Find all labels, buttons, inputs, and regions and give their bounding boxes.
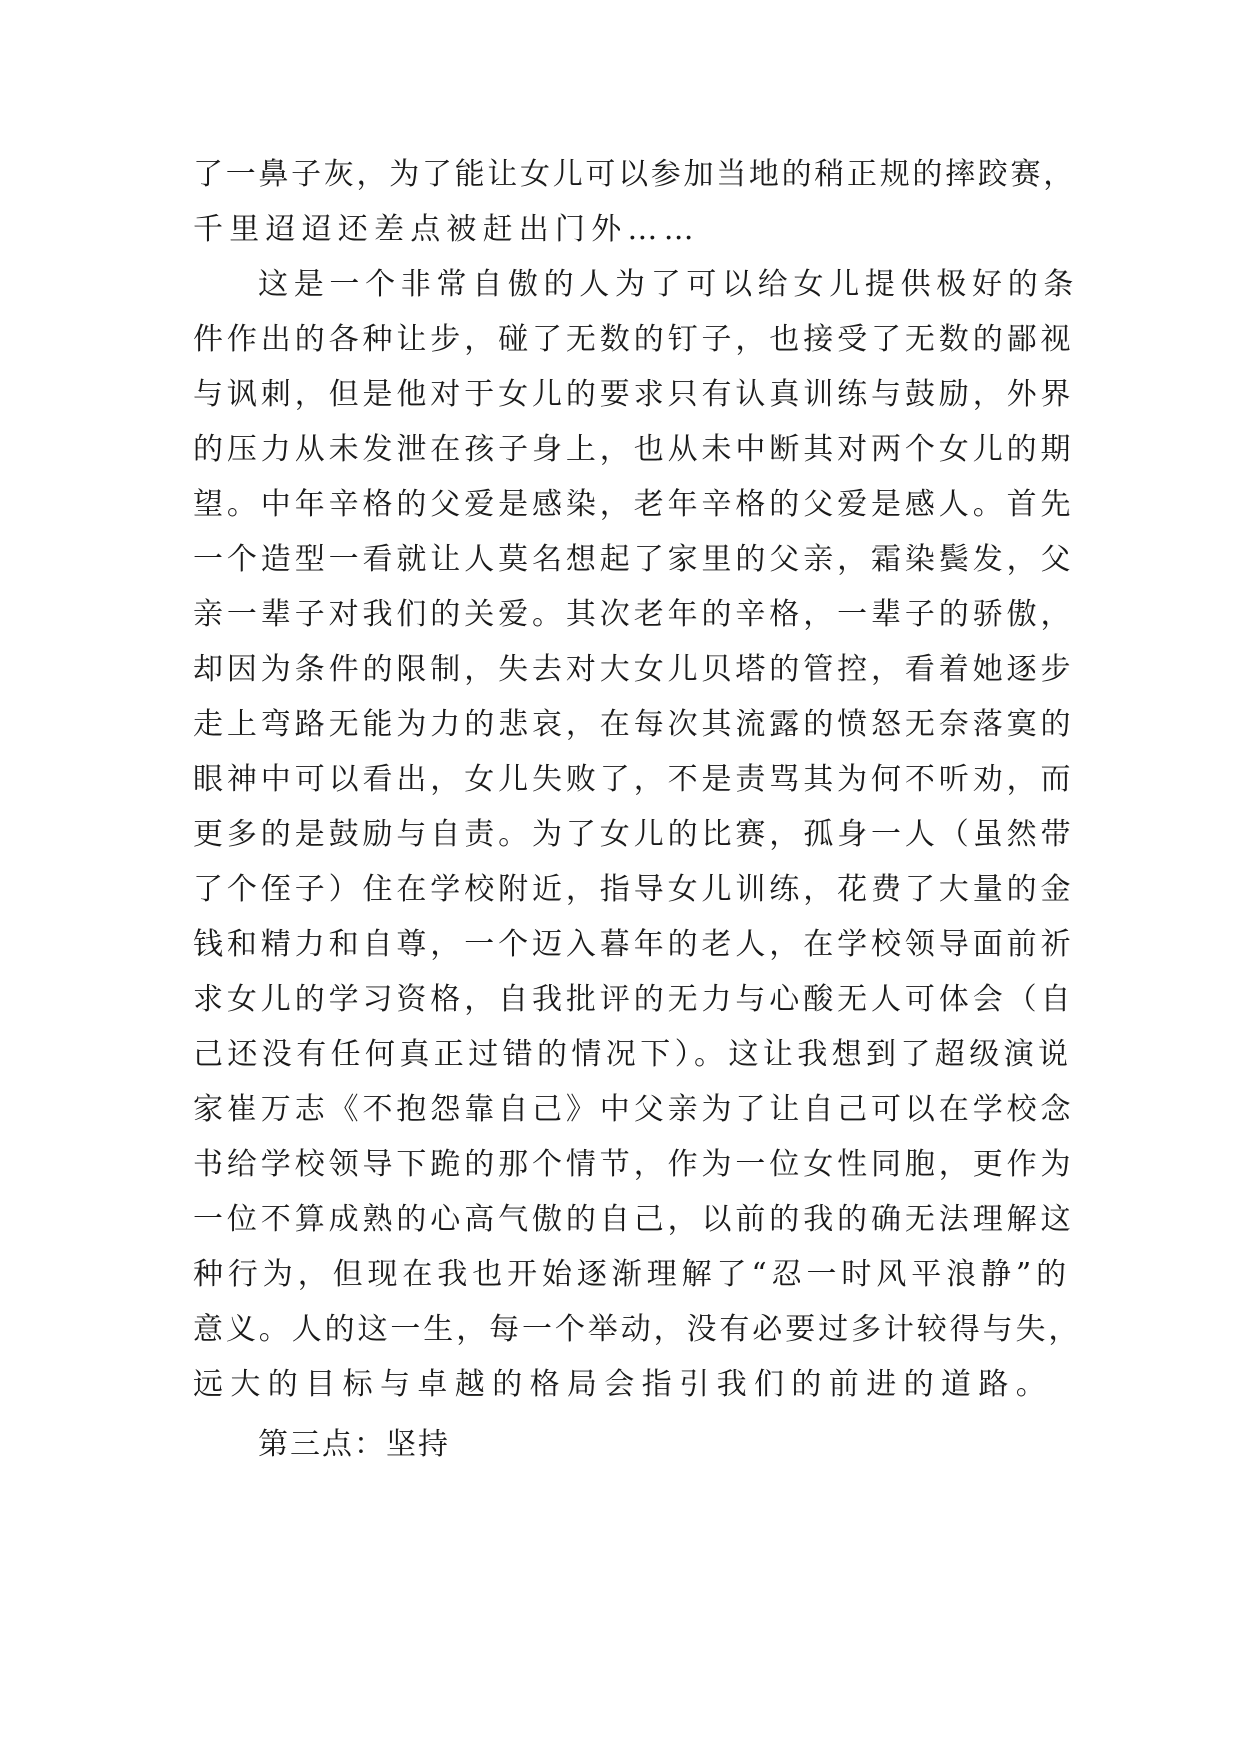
text-line: 与讽刺，但是他对于女儿的要求只有认真训练与鼓励，外界 [193,377,1075,412]
text-line: 一个造型一看就让人莫名想起了家里的父亲，霜染鬓发，父 [193,542,1075,577]
text-line: 书给学校领导下跪的那个情节，作为一位女性同胞，更作为 [193,1147,1075,1182]
text-line: 了个侄子）住在学校附近，指导女儿训练，花费了大量的金 [193,872,1075,907]
text-line: 望。中年辛格的父爱是感染，老年辛格的父爱是感人。首先 [193,487,1075,522]
text-line: 千里迢迢还差点被赶出门外…… [193,212,700,247]
text-line: 亲一辈子对我们的关爱。其次老年的辛格，一辈子的骄傲， [193,597,1075,632]
text-line: 更多的是鼓励与自责。为了女儿的比赛，孤身一人（虽然带 [193,817,1075,852]
paragraph-first-line: 这是一个非常自傲的人为了可以给女儿提供极好的条 [258,267,1080,302]
text-line: 意义。人的这一生，每一个举动，没有必要过多计较得与失， [193,1312,1082,1347]
text-line: 眼神中可以看出，女儿失败了，不是责骂其为何不听劝，而 [193,762,1075,797]
text-line: 己还没有任何真正过错的情况下）。这让我想到了超级演说 [193,1037,1073,1072]
text-line: 的压力从未发泄在孩子身上，也从未中断其对两个女儿的期 [193,432,1075,467]
text-line: 走上弯路无能为力的悲哀，在每次其流露的愤怒无奈落寞的 [193,707,1075,742]
text-line: 求女儿的学习资格，自我批评的无力与心酸无人可体会（自 [193,982,1075,1017]
text-line: 一位不算成熟的心高气傲的自己，以前的我的确无法理解这 [193,1202,1075,1237]
text-line: 件作出的各种让步，碰了无数的钉子，也接受了无数的鄙视 [193,322,1075,357]
text-line: 了一鼻子灰，为了能让女儿可以参加当地的稍正规的摔跤赛， [193,157,1076,192]
text-line: 家崔万志《不抱怨靠自己》中父亲为了让自己可以在学校念 [193,1092,1075,1127]
text-line: 钱和精力和自尊，一个迈入暮年的老人，在学校领导面前祈 [193,927,1075,962]
section-heading: 第三点：坚持 [258,1427,450,1462]
text-line: 种行为，但现在我也开始逐渐理解了“忍一时风平浪静”的 [193,1257,1072,1292]
text-line: 却因为条件的限制，失去对大女儿贝塔的管控，看着她逐步 [193,652,1075,687]
text-line: 远大的目标与卓越的格局会指引我们的前进的道路。 [193,1367,1054,1402]
